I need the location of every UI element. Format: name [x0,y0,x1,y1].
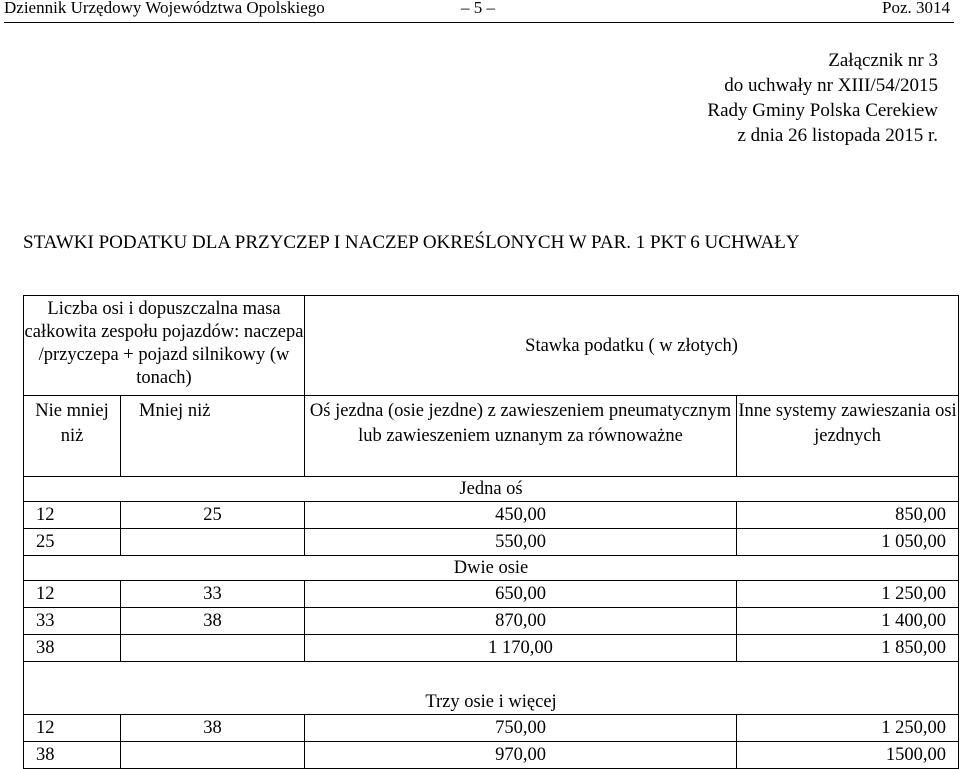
min-mass-cell: 12 [24,502,121,529]
header-divider [4,22,954,23]
min-mass-cell: 12 [24,581,121,608]
annex-line: z dnia 26 listopada 2015 r. [737,125,938,146]
max-mass-cell: 38 [121,715,305,742]
min-mass-cell: 38 [24,635,121,662]
journal-title: Dziennik Urzędowy Województwa Opolskiego [4,0,325,17]
pneumatic-rate-cell: 650,00 [305,581,737,608]
table-row [24,635,959,662]
other-rate-cell: 1 850,00 [737,635,959,662]
max-mass-cell [121,529,305,556]
annex-line: do uchwały nr XIII/54/2015 [724,75,938,96]
annex-line: Rady Gminy Polska Cerekiew [707,100,938,121]
section-label: Dwie osie [24,556,959,581]
other-rate-cell: 1 250,00 [737,715,959,742]
min-mass-cell: 12 [24,715,121,742]
pneumatic-rate-cell: 1 170,00 [305,635,737,662]
max-mass-cell [121,635,305,662]
table-row [24,502,959,529]
other-rate-cell: 1 250,00 [737,581,959,608]
pneumatic-rate-cell: 870,00 [305,608,737,635]
max-mass-cell: 38 [121,608,305,635]
page-number: – 5 – [461,0,495,17]
tax-rate-table [23,295,959,769]
pneumatic-rate-cell: 550,00 [305,529,737,556]
other-suspension-header: Inne systemy zawieszania osi jezdnych [737,396,959,477]
min-mass-cell: 38 [24,742,121,769]
pneumatic-rate-cell: 970,00 [305,742,737,769]
table-row [24,608,959,635]
less-than-header: Mniej niż [121,396,305,477]
section-label: Jedna oś [24,477,959,502]
pneumatic-suspension-header: Oś jezdna (osie jezdne) z zawieszeniem pneumatycznym lub zawieszeniem uznanym za równoważne [305,396,737,477]
min-mass-cell: 33 [24,608,121,635]
table-row [24,581,959,608]
max-mass-cell [121,742,305,769]
other-rate-cell: 1 400,00 [737,608,959,635]
other-rate-cell: 1 050,00 [737,529,959,556]
max-mass-cell: 33 [121,581,305,608]
max-mass-cell: 25 [121,502,305,529]
table-row [24,529,959,556]
not-less-than-header: Nie mniej niż [24,396,121,477]
annex-line: Załącznik nr 3 [828,50,938,71]
page-header [0,0,960,22]
section-label: Trzy osie i więcej [24,662,959,715]
other-rate-cell: 850,00 [737,502,959,529]
annex-block [707,48,938,148]
pneumatic-rate-cell: 750,00 [305,715,737,742]
table-row [24,742,959,769]
axles-mass-header: Liczba osi i dopuszczalna masa całkowita zespołu pojazdów: naczepa /przyczepa + pojazd silnikowy (w tonach) [24,296,305,396]
table-row [24,715,959,742]
other-rate-cell: 1500,00 [737,742,959,769]
document-title: STAWKI PODATKU DLA PRZYCZEP I NACZEP OKREŚLONYCH W PAR. 1 PKT 6 UCHWAŁY [23,232,800,253]
min-mass-cell: 25 [24,529,121,556]
tax-rate-header: Stawka podatku ( w złotych) [305,296,959,396]
position-number: Poz. 3014 [882,0,950,17]
pneumatic-rate-cell: 450,00 [305,502,737,529]
